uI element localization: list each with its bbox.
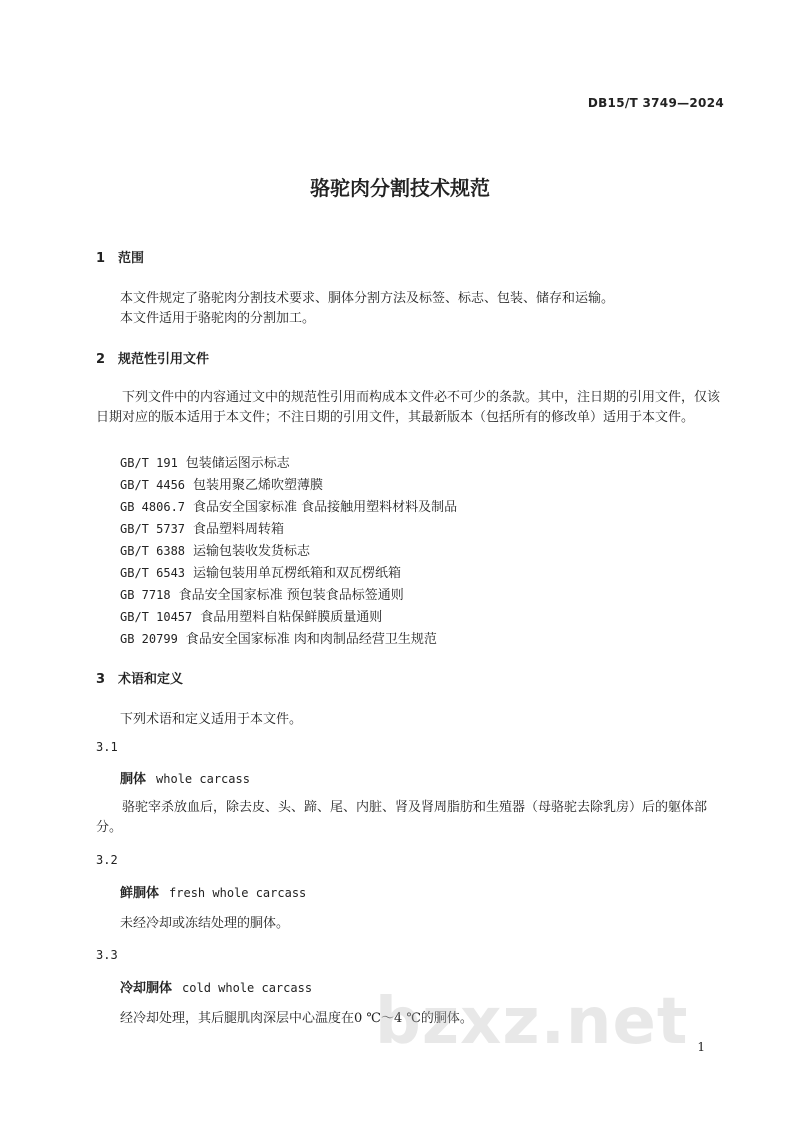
reference-code: GB/T 6543	[120, 566, 186, 580]
section-number: 3	[96, 672, 106, 687]
reference-item	[120, 452, 290, 471]
section-1-heading	[96, 247, 144, 266]
reference-title: 食品塑料周转箱	[193, 522, 285, 537]
reference-item	[120, 540, 310, 559]
reference-item	[120, 562, 401, 581]
reference-code: GB/T 10457	[120, 610, 193, 624]
term-chinese: 鲜胴体	[120, 886, 160, 901]
reference-item	[120, 474, 323, 493]
reference-title: 食品安全国家标准 肉和肉制品经营卫生规范	[185, 632, 437, 647]
reference-code: GB/T 4456	[120, 478, 186, 492]
reference-code: GB 4806.7	[120, 500, 186, 514]
section-title: 范围	[118, 251, 145, 266]
term-number: 3.3	[96, 948, 118, 962]
reference-title: 食品安全国家标准 预包装食品标签通则	[178, 588, 404, 603]
page-number: 1	[697, 1040, 705, 1054]
term-english: whole carcass	[156, 772, 250, 786]
paragraph: 下列文件中的内容通过文中的规范性引用而构成本文件必不可少的条款。其中，注日期的引用文件，仅该日期对应的版本适用于本文件；不注日期的引用文件，其最新版本（包括所有的修改单）适用于本文件。	[96, 390, 721, 425]
document-title: 骆驼肉分割技术规范	[310, 176, 490, 200]
reference-code: GB/T 191	[120, 456, 178, 470]
term-definition: 经冷却处理，其后腿肌肉深层中心温度在0 ℃～4 ℃的胴体。	[120, 1011, 473, 1026]
reference-code: GB 7718	[120, 588, 171, 602]
term-heading	[120, 977, 312, 996]
term-english: fresh whole carcass	[169, 886, 307, 900]
section-number: 2	[96, 352, 106, 367]
paragraph: 下列术语和定义适用于本文件。	[120, 712, 303, 727]
reference-title: 包装用聚乙烯吹塑薄膜	[193, 478, 324, 493]
reference-title: 包装储运图示标志	[185, 456, 290, 471]
paragraph: 本文件适用于骆驼肉的分割加工。	[120, 311, 316, 326]
reference-code: GB/T 6388	[120, 544, 186, 558]
term-heading	[120, 882, 306, 901]
reference-title: 食品安全国家标准 食品接触用塑料材料及制品	[193, 500, 458, 515]
section-2-heading	[96, 348, 209, 367]
term-chinese: 胴体	[120, 772, 147, 787]
standard-number: DB15/T 3749—2024	[587, 96, 724, 110]
paragraph: 本文件规定了骆驼肉分割技术要求、胴体分割方法及标签、标志、包装、储存和运输。	[120, 291, 615, 306]
term-definition: 未经冷却或冻结处理的胴体。	[120, 916, 290, 931]
term-heading	[120, 768, 250, 787]
term-number: 3.1	[96, 740, 118, 754]
reference-code: GB 20799	[120, 632, 178, 646]
term-number: 3.2	[96, 853, 118, 867]
reference-item	[120, 518, 284, 537]
section-3-heading	[96, 668, 183, 687]
section-title: 规范性引用文件	[118, 352, 210, 367]
reference-item	[120, 606, 382, 625]
term-definition: 骆驼宰杀放血后，除去皮、头、蹄、尾、内脏、肾及肾周脂肪和生殖器（母骆驼去除乳房）后的躯体部分。	[96, 800, 708, 835]
section-title: 术语和定义	[118, 672, 184, 687]
reference-item	[120, 628, 437, 647]
term-chinese: 冷却胴体	[120, 981, 173, 996]
term-english: cold whole carcass	[182, 981, 313, 995]
reference-title: 食品用塑料自粘保鲜膜质量通则	[200, 610, 383, 625]
reference-title: 运输包装收发货标志	[193, 544, 311, 559]
reference-code: GB/T 5737	[120, 522, 186, 536]
reference-item	[120, 584, 404, 603]
reference-title: 运输包装用单瓦楞纸箱和双瓦楞纸箱	[193, 566, 402, 581]
section-number: 1	[96, 251, 106, 266]
reference-item	[120, 496, 457, 515]
watermark: bzxz.net	[375, 985, 689, 1059]
